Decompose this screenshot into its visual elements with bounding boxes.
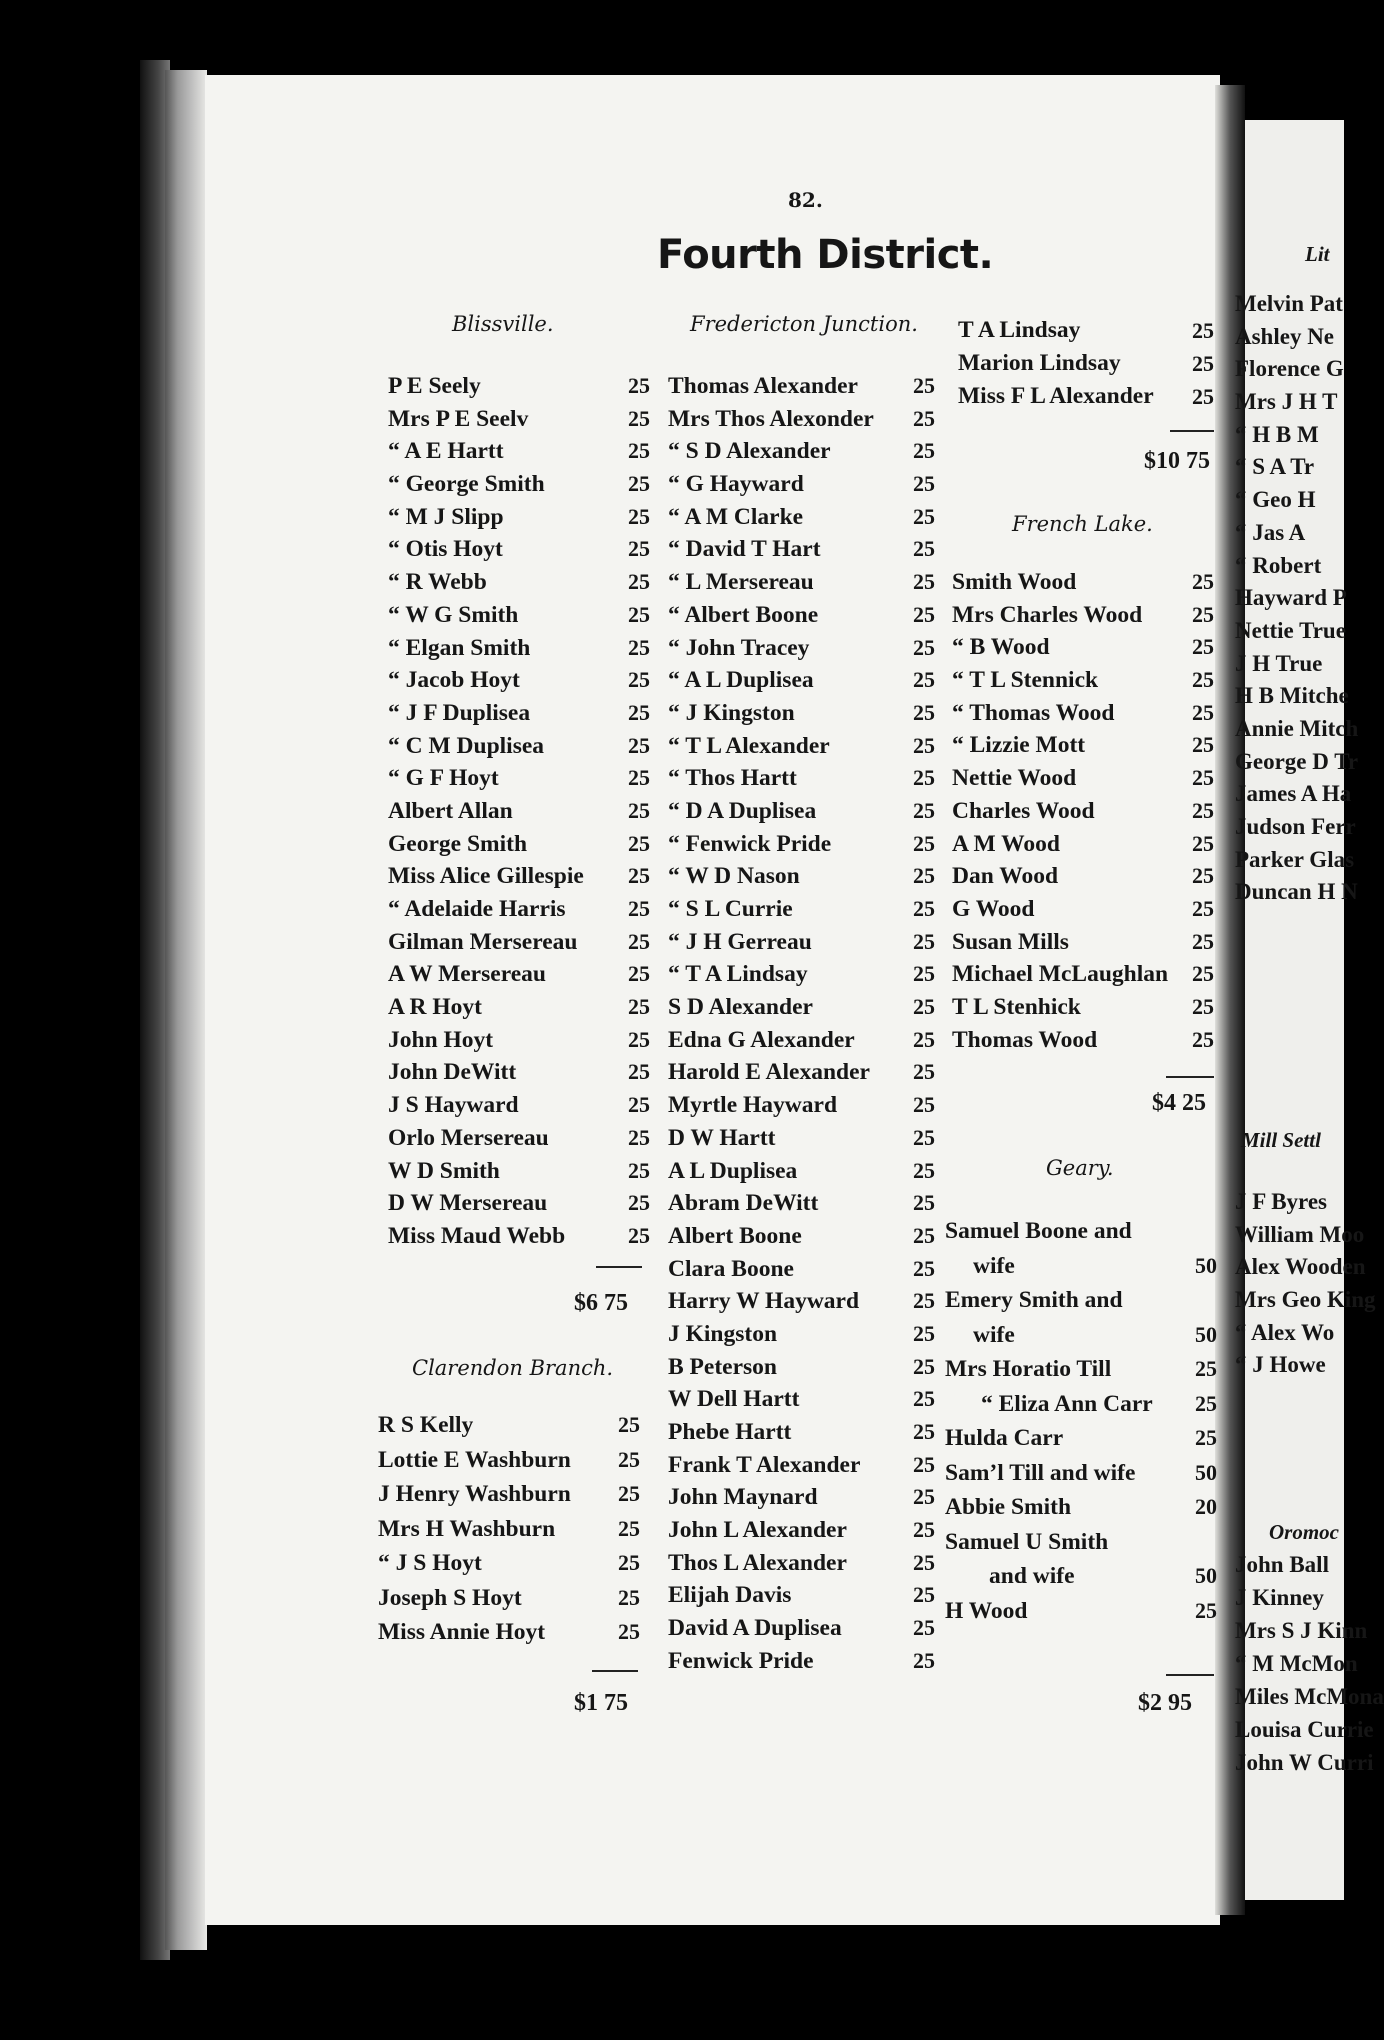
list-item-amount: 25 [628,699,650,725]
list-item-name: R S Kelly [378,1412,474,1438]
list-item-name: A L Duplisea [668,1157,798,1184]
list-item: Ashley Ne [1235,323,1335,349]
list-item-amount: 25 [913,405,935,431]
list-item-name: “ C M Duplisea [388,732,545,759]
list-item-name: “ Albert Boone [668,601,819,628]
list-item-amount: 25 [628,405,650,431]
list-item: Mrs J H T [1235,389,1338,415]
list-item [945,1352,1217,1387]
list-item-amount: 25 [1195,1390,1217,1416]
list-item-name: “ T L Alexander [668,732,830,759]
list-item: Mrs Geo King [1235,1287,1376,1313]
list-item: “ Jas A [1235,519,1306,545]
list-item-name: “ J F Duplisea [388,699,531,726]
list-item-name: Fenwick Pride [668,1647,814,1674]
list-item-name: J Henry Washburn [378,1481,571,1507]
right-page [1235,120,1384,1900]
list-item-amount: 25 [1192,797,1214,823]
list-item-name: “ S L Currie [668,896,793,922]
list-item-name: Samuel U Smith [945,1528,1109,1555]
list-item-name: wife [973,1321,1015,1348]
list-item-amount: 25 [618,1515,640,1541]
list-item-amount: 25 [628,1059,650,1085]
list-item-amount: 25 [1192,765,1214,791]
list-item-amount: 25 [913,634,935,660]
list-item-name: Thos L Alexander [668,1549,847,1576]
right-page-list-c [1235,1548,1384,1779]
list-item-amount: 25 [913,863,935,889]
list-item: Alex Wooden [1235,1254,1366,1280]
list-item-amount: 50 [1195,1321,1217,1347]
list-item-amount: 25 [1192,961,1214,987]
list-item-amount: 25 [913,1353,935,1379]
col3-total: $10 75 [1144,448,1210,474]
list-item-amount: 25 [913,1419,935,1444]
list-item-name: “ George Smith [388,471,545,498]
list-item-name: “ Elgan Smith [388,634,531,661]
list-item-amount: 25 [628,536,650,562]
list-item: William Moo [1235,1221,1365,1247]
list-item-name: Miss F L Alexander [958,383,1154,409]
list-item-name: W Dell Hartt [668,1386,800,1413]
list-item-name: A M Wood [952,830,1060,857]
list-item: “ J Howe [1235,1352,1326,1378]
list-item [945,1249,1217,1284]
blissville-total: $6 75 [574,1290,628,1316]
list-item-amount: 25 [1192,993,1214,1019]
list-item-amount: 25 [913,732,935,758]
list-item-amount: 25 [913,1026,935,1052]
list-item-amount: 25 [628,961,650,987]
list-item: J H True [1235,650,1323,676]
list-item: Nettie True [1235,617,1346,643]
list-item [945,1490,1217,1525]
list-item: J F Byres [1235,1189,1327,1214]
col3-top-amounts [1180,314,1214,413]
list-item-amount: 25 [618,1412,640,1437]
list-item-amount: 25 [628,994,650,1020]
right-page-mill-heading: Mill Settl [1241,1128,1321,1152]
list-item-amount: 25 [628,471,650,497]
list-item: Louisa Currie [1235,1717,1374,1742]
list-item: Florence G [1235,356,1344,382]
list-item-name: Mrs H Washburn [378,1515,556,1542]
list-item: Miles McMona [1235,1684,1384,1709]
list-item-name: “ Eliza Ann Carr [981,1390,1153,1417]
list-item-amount: 25 [913,667,935,693]
geary-list [945,1214,1217,1628]
list-item-name: “ A E Hartt [388,438,504,465]
geary-heading: Geary. [1046,1156,1114,1180]
list-item-amount: 20 [1195,1494,1217,1519]
list-item-amount: 25 [913,569,935,595]
list-item-name: S D Alexander [668,994,813,1021]
list-item-amount: 25 [913,1484,935,1510]
list-item-amount: 25 [913,1582,935,1608]
list-item-amount: 25 [1192,830,1214,856]
french-lake-total-rule [1166,1076,1214,1078]
list-item-name: “ R Webb [388,569,487,596]
list-item: Hayward P [1235,585,1347,611]
list-item-amount: 25 [628,732,650,758]
list-item-amount: 25 [1195,1356,1217,1381]
list-item-name: “ D A Duplisea [668,797,817,824]
list-item: J Kinney [1235,1585,1324,1610]
col3-total-rule [1170,430,1214,432]
list-item-amount: 25 [913,1092,935,1118]
list-item-name: “ L Mersereau [668,569,814,596]
right-page-list-b [1235,1186,1376,1382]
list-item-name: Miss Alice Gillespie [388,863,584,890]
list-item-amount: 25 [628,503,650,529]
list-item-name: Elijah Davis [668,1582,792,1609]
list-item [945,1456,1217,1491]
list-item-amount: 25 [913,1255,935,1281]
list-item-name: Clara Boone [668,1255,794,1282]
right-page-oromocto-heading: Oromoc [1269,1520,1339,1544]
list-item-name: David A Duplisea [668,1615,842,1642]
list-item-amount: 25 [913,830,935,856]
list-item-name: “ G Hayward [668,471,804,498]
list-item-name: Michael McLaughlan [952,961,1169,988]
list-item-amount: 25 [913,797,935,823]
list-item-name: Nettie Wood [952,765,1077,792]
list-item-name: Thomas Alexander [668,373,858,399]
list-item: “ M McMon [1235,1651,1358,1676]
list-item-amount: 25 [913,1124,935,1150]
list-item-name: A R Hoyt [388,994,482,1021]
list-item-name: Albert Allan [388,797,513,824]
list-item-amount: 25 [628,1026,650,1052]
list-item-name: D W Hartt [668,1124,776,1151]
list-item-name: Harold E Alexander [668,1059,870,1086]
list-item-amount: 25 [1192,732,1214,758]
list-item-amount: 25 [1192,699,1214,725]
list-item-name: Phebe Hartt [668,1419,792,1445]
list-item-amount: 25 [618,1619,640,1644]
list-item-amount: 25 [1192,384,1214,409]
list-item-amount: 25 [618,1446,640,1472]
list-item-name: John Maynard [668,1484,818,1511]
list-item-amount: 25 [913,1615,935,1641]
list-item-amount: 25 [628,1222,650,1248]
list-item-amount: 25 [913,1222,935,1248]
list-item: “ H B M [1235,421,1319,447]
list-item-name: Marion Lindsay [958,350,1121,376]
list-item [945,1559,1217,1594]
list-item: Mrs S J Kinn [1235,1618,1368,1643]
list-item-amount: 25 [628,863,650,889]
list-item-name: Thomas Wood [952,1026,1098,1053]
list-item-amount: 25 [628,1157,650,1183]
french-lake-amounts [1184,566,1214,1056]
list-item-name: Samuel Boone and [945,1218,1132,1244]
list-item-name: “ Adelaide Harris [388,896,566,922]
list-item-name: “ Fenwick Pride [668,830,832,857]
fredericton-junction-heading: Fredericton Junction. [690,312,918,336]
list-item-name: J Kingston [668,1320,778,1347]
list-item-name: P E Seely [388,373,481,399]
list-item: Annie Mitch [1235,715,1359,741]
list-item-name: B Peterson [668,1353,777,1380]
list-item-name: “ Thomas Wood [952,699,1115,726]
list-item-amount: 50 [1195,1459,1217,1485]
list-item-name: Myrtle Hayward [668,1092,838,1119]
geary-total: $2 95 [1138,1690,1192,1716]
list-item [945,1387,1217,1422]
list-item-amount: 25 [913,1549,935,1575]
list-item-amount: 25 [913,1288,935,1314]
list-item-name: Sam’l Till and wife [945,1459,1136,1486]
col3-top-names [958,314,1154,413]
list-item-name: wife [973,1252,1015,1279]
list-item-name: Edna G Alexander [668,1026,855,1053]
list-item: Parker Glas [1235,846,1355,872]
list-item-amount: 25 [913,961,935,987]
blissville-names [388,370,584,1253]
list-item [945,1214,1217,1249]
list-item-name: Susan Mills [952,928,1069,955]
list-item-name: “ Thos Hartt [668,765,797,792]
list-item-amount: 25 [628,667,650,693]
list-item-amount: 25 [913,928,935,954]
list-item: Melvin Pat [1235,291,1343,316]
list-item-name: Mrs Charles Wood [952,601,1143,628]
list-item-amount: 25 [628,634,650,660]
list-item-name: Smith Wood [952,569,1077,595]
list-item-name: T L Stenhick [952,993,1081,1020]
list-item-name: Abram DeWitt [668,1190,819,1217]
list-item-amount: 25 [618,1584,640,1610]
list-item-name: H Wood [945,1597,1028,1624]
list-item-amount: 25 [1192,863,1214,889]
list-item: “ Robert [1235,552,1322,578]
list-item-name: “ Lizzie Mott [952,732,1086,759]
list-item-name: “ Otis Hoyt [388,536,503,563]
list-item-name: “ A L Duplisea [668,667,814,694]
list-item-amount: 25 [913,1157,935,1183]
list-item-amount: 25 [913,601,935,627]
list-item: George D Tr [1235,748,1359,774]
list-item-name: “ A M Clarke [668,503,804,530]
list-item-amount: 25 [628,1190,650,1216]
list-item-name: John L Alexander [668,1517,847,1544]
list-item-name: A W Mersereau [388,961,546,988]
list-item-name: “ W G Smith [388,601,519,628]
list-item-amount: 25 [913,1190,935,1216]
list-item-amount: 25 [913,1320,935,1346]
list-item-name: Dan Wood [952,863,1059,890]
list-item-name: “ T A Lindsay [668,961,808,988]
list-item: John W Curri [1235,1750,1374,1775]
page-stack-edge [165,70,207,1950]
list-item: Judson Ferr [1235,814,1356,839]
list-item-name: George Smith [388,830,528,857]
list-item: Duncan H N [1235,879,1358,905]
list-item-name: G Wood [952,895,1035,922]
list-item-name: Frank T Alexander [668,1451,861,1478]
list-item-name: Mrs P E Seelv [388,405,529,432]
list-item-name: J S Hayward [388,1092,519,1119]
list-item-amount: 25 [628,569,650,595]
list-item-amount: 25 [628,438,650,464]
list-item-amount: 25 [1192,928,1214,954]
list-item: H B Mitche [1235,683,1349,709]
list-item-name: “ T L Stennick [952,667,1099,694]
list-item-name: “ W D Nason [668,863,800,890]
list-item-amount: 25 [628,373,650,398]
list-item-amount: 25 [628,896,650,921]
list-item-name: “ G F Hoyt [388,765,499,792]
list-item-name: “ J Kingston [668,699,795,726]
list-item-name: W D Smith [388,1157,500,1184]
list-item-amount: 25 [913,1386,935,1412]
list-item-name: “ John Tracey [668,634,810,661]
list-item-amount: 25 [628,830,650,856]
list-item-name: and wife [989,1563,1075,1589]
list-item [945,1594,1217,1629]
list-item: James A Ha [1235,781,1352,807]
list-item [945,1421,1217,1456]
list-item-amount: 25 [913,699,935,725]
geary-total-rule [1166,1674,1214,1676]
list-item-amount: 25 [1192,351,1214,376]
list-item-amount: 25 [1195,1597,1217,1623]
list-item-name: “ J H Gerreau [668,928,812,955]
list-item-name: “ David T Hart [668,536,821,563]
right-page-header: Lit [1305,242,1330,266]
clarendon-total-rule [592,1670,638,1672]
list-item: “ S A Tr [1235,454,1315,480]
blissville-heading: Blissville. [452,312,554,336]
list-item-amount: 25 [1192,318,1214,343]
list-item-amount: 25 [913,1059,935,1085]
list-item-amount: 25 [618,1481,640,1506]
clarendon-heading: Clarendon Branch. [412,1356,614,1380]
list-item-name: John Hoyt [388,1026,494,1053]
french-lake-names [952,566,1168,1056]
list-item-name: Gilman Mersereau [388,928,578,955]
list-item-amount: 25 [1192,634,1214,660]
list-item-amount: 25 [628,1124,650,1150]
blissville-total-rule [596,1266,642,1268]
list-item-amount: 25 [628,765,650,791]
list-item-name: Mrs Horatio Till [945,1356,1112,1382]
list-item-name: “ S D Alexander [668,438,831,465]
clarendon-total: $1 75 [574,1690,628,1716]
list-item-amount: 25 [628,601,650,627]
list-item-name: “ M J Slipp [388,503,504,530]
list-item-name: Abbie Smith [945,1494,1072,1520]
list-item-name: T A Lindsay [958,317,1081,343]
list-item-name: Mrs Thos Alexonder [668,405,874,432]
list-item-name: Harry W Hayward [668,1288,860,1315]
list-item-amount: 25 [913,765,935,791]
list-item-amount: 25 [913,896,935,921]
list-item-name: “ Jacob Hoyt [388,667,520,694]
list-item-name: Hulda Carr [945,1425,1064,1451]
list-item-name: “ B Wood [952,634,1050,661]
list-item-amount: 25 [628,797,650,823]
list-item-amount: 25 [1192,895,1214,921]
right-page-list-a [1235,288,1358,909]
list-item-amount: 25 [913,1647,935,1673]
list-item-amount: 25 [913,1517,935,1543]
list-item-name: “ J S Hoyt [378,1550,482,1576]
list-item: “ Geo H [1235,487,1316,513]
page-number: 82. [788,188,823,212]
list-item-amount: 25 [618,1550,640,1575]
fredericton-junction-names [668,370,874,1678]
list-item-amount: 25 [628,1092,650,1118]
list-item-amount: 25 [913,503,935,529]
list-item-amount: 25 [913,1451,935,1477]
list-item-name: Lottie E Washburn [378,1446,571,1473]
list-item-name: Emery Smith and [945,1287,1123,1313]
list-item [945,1318,1217,1353]
list-item-name: Miss Maud Webb [388,1222,566,1249]
list-item-amount: 25 [913,373,935,398]
list-item-amount: 25 [1192,667,1214,693]
list-item-amount: 25 [913,471,935,497]
clarendon-names [378,1408,571,1650]
list-item-amount: 50 [1195,1563,1217,1588]
list-item-name: Miss Annie Hoyt [378,1619,546,1645]
fredericton-junction-amounts [895,370,935,1678]
list-item: John Ball [1235,1552,1329,1577]
list-item-amount: 25 [913,438,935,464]
list-item-amount: 25 [913,994,935,1020]
page-title: Fourth District. [657,232,994,278]
list-item [945,1525,1217,1560]
french-lake-heading: French Lake. [1012,512,1153,536]
clarendon-amounts [600,1408,640,1650]
list-item-amount: 50 [1195,1252,1217,1278]
list-item-name: Charles Wood [952,797,1095,824]
list-item-amount: 25 [913,536,935,562]
list-item-amount: 25 [1192,569,1214,594]
list-item-amount: 25 [1192,1026,1214,1052]
list-item [945,1283,1217,1318]
list-item-amount: 25 [1192,601,1214,627]
list-item-name: Joseph S Hoyt [378,1584,522,1611]
list-item-name: John DeWitt [388,1059,517,1086]
list-item-name: Orlo Mersereau [388,1124,549,1151]
french-lake-total: $4 25 [1152,1090,1206,1116]
list-item-amount: 25 [628,928,650,954]
list-item: “ Alex Wo [1235,1319,1335,1345]
list-item-name: D W Mersereau [388,1190,548,1217]
list-item-amount: 25 [1195,1425,1217,1450]
blissville-amounts [610,370,650,1253]
list-item-name: Albert Boone [668,1222,802,1249]
